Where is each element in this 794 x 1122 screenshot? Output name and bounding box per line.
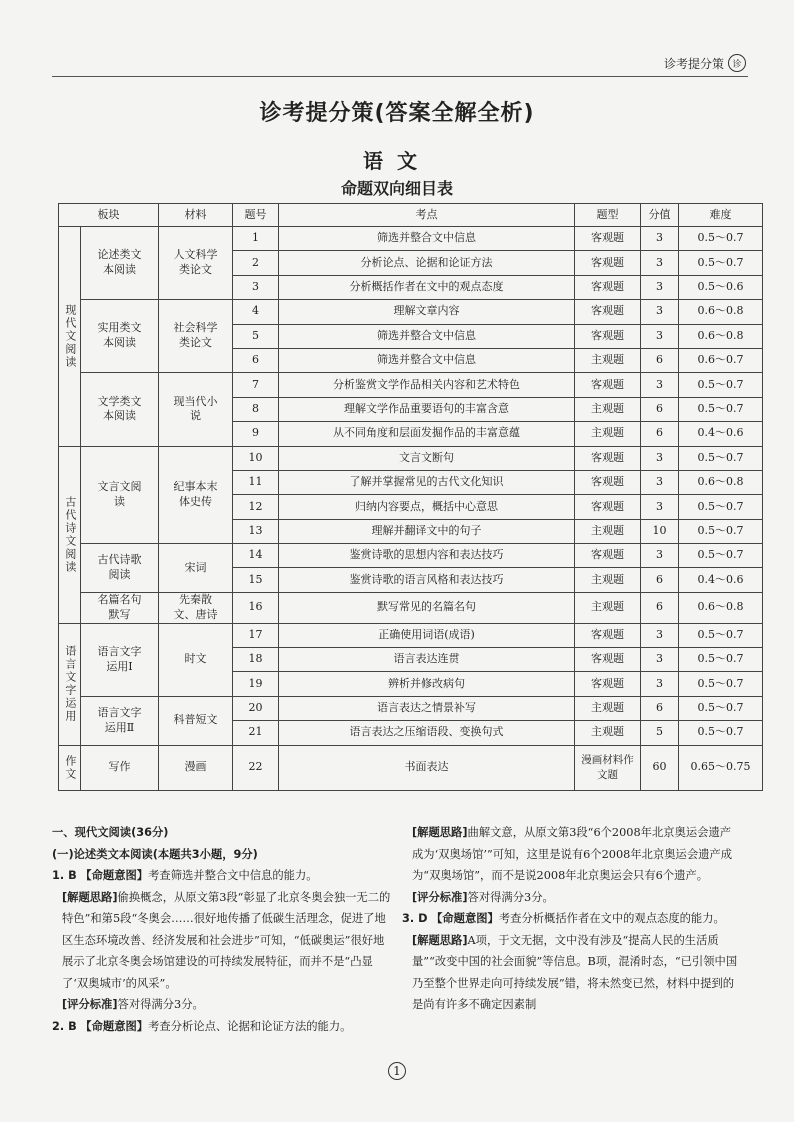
analysis-tag: [解题思路] — [412, 933, 468, 947]
question-number-cell: 3 — [233, 275, 279, 299]
score-cell: 3 — [641, 446, 679, 470]
group-cell — [59, 745, 81, 790]
block-cell: 语言文字运用Ⅰ — [81, 623, 159, 696]
table-row — [59, 227, 763, 251]
table-row — [59, 373, 763, 397]
answer-1-analysis — [52, 887, 392, 995]
score-cell: 3 — [641, 470, 679, 494]
point-cell: 筛选并整合文中信息 — [279, 324, 575, 348]
spec-table — [58, 203, 763, 791]
block-cell: 实用类文本阅读 — [81, 300, 159, 373]
score-cell: 60 — [641, 745, 679, 790]
type-cell: 客观题 — [575, 623, 641, 647]
analysis-text: 偷换概念，从原文第3段“彰显了北京冬奥会独一无二的特色”和第5段“冬奥会……很好地传播了低碳生活理念，促进了地区生态环境改善、经济发展和社会进步”可知，“低碳奥运”很好地展示了北京冬奥会场馆建设的可持续发展特征，而并不是“凸显了‘双奥城市’的风采”。 — [62, 890, 391, 990]
question-number-cell: 21 — [233, 721, 279, 745]
difficulty-cell: 0.5～0.7 — [679, 373, 763, 397]
score-cell: 6 — [641, 348, 679, 372]
type-cell: 主观题 — [575, 592, 641, 623]
type-cell: 主观题 — [575, 422, 641, 446]
type-cell: 主观题 — [575, 348, 641, 372]
analysis-text: 曲解文意，从原文第3段“6个2008年北京奥运会遗产成为‘双奥场馆’”可知，这里是说有6个2008年北京奥运会遗产成为“双奥场馆”，而不是说2008年北京奥运会只有6个遗产。 — [412, 826, 733, 882]
answer-label: 1. B — [52, 869, 77, 882]
difficulty-cell: 0.5～0.7 — [679, 696, 763, 720]
question-number-cell: 7 — [233, 373, 279, 397]
question-number-cell: 2 — [233, 251, 279, 275]
question-number-cell: 8 — [233, 397, 279, 421]
group-label: 语言文字运用 — [63, 645, 77, 724]
question-number-cell: 22 — [233, 745, 279, 790]
question-number-cell: 17 — [233, 623, 279, 647]
intent-tag: 【命题意图】 — [80, 1019, 149, 1033]
difficulty-cell: 0.5～0.7 — [679, 495, 763, 519]
intent-text: 考查分析论点、论据和论证方法的能力。 — [148, 1019, 352, 1033]
type-cell: 客观题 — [575, 647, 641, 671]
group-label: 古代诗文阅读 — [63, 495, 77, 574]
table-row — [59, 623, 763, 647]
group-cell — [59, 227, 81, 447]
difficulty-cell: 0.6～0.7 — [679, 348, 763, 372]
material-cell: 宋词 — [159, 544, 233, 593]
point-cell: 分析概括作者在文中的观点态度 — [279, 275, 575, 299]
type-cell: 主观题 — [575, 397, 641, 421]
analysis-tag: [解题思路] — [62, 890, 118, 904]
score-cell: 6 — [641, 592, 679, 623]
point-cell: 从不同角度和层面发掘作品的丰富意蕴 — [279, 422, 575, 446]
answer-2 — [52, 1016, 392, 1038]
group-cell — [59, 446, 81, 623]
question-number-cell: 13 — [233, 519, 279, 543]
section-heading: 一、现代文阅读(36分) — [52, 826, 169, 839]
block-cell: 写作 — [81, 745, 159, 790]
header-material: 材料 — [159, 204, 233, 227]
difficulty-cell: 0.6～0.8 — [679, 470, 763, 494]
answer-label: 2. B — [52, 1019, 77, 1033]
point-cell: 归纳内容要点，概括中心意思 — [279, 495, 575, 519]
difficulty-cell: 0.65～0.75 — [679, 745, 763, 790]
point-cell: 筛选并整合文中信息 — [279, 227, 575, 251]
score-tag: [评分标准] — [412, 890, 468, 904]
answer-label: 3. D — [402, 912, 428, 925]
score-cell: 3 — [641, 227, 679, 251]
difficulty-cell: 0.4～0.6 — [679, 568, 763, 592]
point-cell: 鉴赏诗歌的思想内容和表达技巧 — [279, 544, 575, 568]
question-number-cell: 5 — [233, 324, 279, 348]
type-cell: 客观题 — [575, 324, 641, 348]
answer-2-score — [402, 887, 742, 909]
right-answer-column — [402, 822, 742, 1016]
material-cell: 人文科学类论文 — [159, 227, 233, 300]
table-row — [59, 544, 763, 568]
question-number-cell: 20 — [233, 696, 279, 720]
point-cell: 书面表达 — [279, 745, 575, 790]
score-cell: 6 — [641, 568, 679, 592]
difficulty-cell: 0.5～0.7 — [679, 227, 763, 251]
difficulty-cell: 0.5～0.7 — [679, 544, 763, 568]
point-cell: 理解并翻译文中的句子 — [279, 519, 575, 543]
type-cell: 漫画材料作文题 — [575, 745, 641, 790]
score-cell: 3 — [641, 647, 679, 671]
point-cell: 分析论点、论据和论证方法 — [279, 251, 575, 275]
intent-text: 考查筛选并整合文中信息的能力。 — [148, 869, 318, 882]
point-cell: 正确使用词语(成语) — [279, 623, 575, 647]
score-tag: [评分标准] — [62, 998, 118, 1011]
question-number-cell: 11 — [233, 470, 279, 494]
answer-2-analysis — [402, 822, 742, 887]
group-cell — [59, 623, 81, 745]
score-cell: 6 — [641, 397, 679, 421]
block-cell: 文言文阅读 — [81, 446, 159, 544]
analysis-tag: [解题思路] — [412, 826, 468, 839]
header-score: 分值 — [641, 204, 679, 227]
header-difficulty: 难度 — [679, 204, 763, 227]
type-cell: 客观题 — [575, 495, 641, 519]
table-row — [59, 446, 763, 470]
point-cell: 语言表达之情景补写 — [279, 696, 575, 720]
table-title: 命题双向细目表 — [340, 179, 453, 198]
intent-tag: 【命题意图】 — [431, 912, 499, 925]
type-cell: 客观题 — [575, 373, 641, 397]
difficulty-cell: 0.5～0.7 — [679, 397, 763, 421]
block-cell: 名篇名句默写 — [81, 592, 159, 623]
intent-tag: 【命题意图】 — [80, 869, 149, 882]
difficulty-cell: 0.5～0.7 — [679, 623, 763, 647]
table-row — [59, 300, 763, 324]
type-cell: 客观题 — [575, 251, 641, 275]
point-cell: 筛选并整合文中信息 — [279, 348, 575, 372]
score-cell: 3 — [641, 544, 679, 568]
score-cell: 5 — [641, 721, 679, 745]
type-cell: 主观题 — [575, 568, 641, 592]
type-cell: 主观题 — [575, 696, 641, 720]
material-cell: 先秦散文、唐诗 — [159, 592, 233, 623]
type-cell: 客观题 — [575, 544, 641, 568]
difficulty-cell: 0.5～0.6 — [679, 275, 763, 299]
point-cell: 默写常见的名篇名句 — [279, 592, 575, 623]
difficulty-cell: 0.5～0.7 — [679, 647, 763, 671]
type-cell: 主观题 — [575, 519, 641, 543]
table-row — [59, 696, 763, 720]
type-cell: 主观题 — [575, 721, 641, 745]
point-cell: 了解并掌握常见的古代文化知识 — [279, 470, 575, 494]
score-text: 答对得满分3分。 — [467, 890, 554, 904]
difficulty-cell: 0.5～0.7 — [679, 446, 763, 470]
header-brand: 诊考提分策 — [663, 56, 724, 71]
score-cell: 3 — [641, 300, 679, 324]
question-number-cell: 1 — [233, 227, 279, 251]
block-cell: 文学类文本阅读 — [81, 373, 159, 446]
block-cell: 论述类文本阅读 — [81, 227, 159, 300]
block-cell: 古代诗歌阅读 — [81, 544, 159, 593]
material-cell: 时文 — [159, 623, 233, 696]
subsection-heading: (一)论述类文本阅读(本题共3小题，9分) — [52, 847, 258, 861]
score-cell: 3 — [641, 672, 679, 696]
type-cell: 客观题 — [575, 275, 641, 299]
intent-text: 考查分析概括作者在文中的观点态度的能力。 — [498, 912, 725, 925]
type-cell: 客观题 — [575, 672, 641, 696]
table-row — [59, 592, 763, 623]
difficulty-cell: 0.6～0.8 — [679, 592, 763, 623]
score-cell: 3 — [641, 495, 679, 519]
difficulty-cell: 0.6～0.8 — [679, 300, 763, 324]
header-divider — [52, 76, 748, 77]
page-number-value: 1 — [388, 1062, 406, 1080]
point-cell: 鉴赏诗歌的语言风格和表达技巧 — [279, 568, 575, 592]
type-cell: 客观题 — [575, 446, 641, 470]
difficulty-cell: 0.4～0.6 — [679, 422, 763, 446]
header-type: 题型 — [575, 204, 641, 227]
point-cell: 语言表达之压缩语段、变换句式 — [279, 721, 575, 745]
question-number-cell: 6 — [233, 348, 279, 372]
score-cell: 3 — [641, 251, 679, 275]
point-cell: 文言文断句 — [279, 446, 575, 470]
score-cell: 3 — [641, 275, 679, 299]
score-cell: 3 — [641, 324, 679, 348]
question-number-cell: 16 — [233, 592, 279, 623]
difficulty-cell: 0.5～0.7 — [679, 519, 763, 543]
point-cell: 分析鉴赏文学作品相关内容和艺术特色 — [279, 373, 575, 397]
header-number: 题号 — [233, 204, 279, 227]
point-cell: 辨析并修改病句 — [279, 672, 575, 696]
material-cell: 现当代小说 — [159, 373, 233, 446]
question-number-cell: 10 — [233, 446, 279, 470]
question-number-cell: 4 — [233, 300, 279, 324]
point-cell: 理解文章内容 — [279, 300, 575, 324]
difficulty-cell: 0.5～0.7 — [679, 721, 763, 745]
question-number-cell: 18 — [233, 647, 279, 671]
type-cell: 客观题 — [575, 300, 641, 324]
page-header — [664, 54, 746, 72]
score-text: 答对得满分3分。 — [117, 998, 204, 1011]
left-answer-column — [52, 822, 392, 1037]
point-cell: 理解文学作品重要语句的丰富含意 — [279, 397, 575, 421]
answer-3 — [402, 908, 742, 930]
brand-logo-icon: 诊 — [728, 54, 746, 72]
group-label: 现代文阅读 — [63, 303, 77, 369]
score-cell: 3 — [641, 373, 679, 397]
question-number-cell: 14 — [233, 544, 279, 568]
table-row — [59, 745, 763, 790]
question-number-cell: 15 — [233, 568, 279, 592]
page-number — [0, 1062, 794, 1080]
material-cell: 纪事本末体史传 — [159, 446, 233, 544]
page-title: 诊考提分策(答案全解全析) — [259, 101, 535, 126]
subject-title: 语文 — [363, 149, 431, 173]
material-cell: 科普短文 — [159, 696, 233, 745]
question-number-cell: 9 — [233, 422, 279, 446]
material-cell: 漫画 — [159, 745, 233, 790]
header-block: 板块 — [59, 204, 159, 227]
score-cell: 6 — [641, 696, 679, 720]
question-number-cell: 19 — [233, 672, 279, 696]
difficulty-cell: 0.5～0.7 — [679, 672, 763, 696]
group-label: 作文 — [63, 754, 77, 781]
answer-1-score — [52, 994, 392, 1016]
question-number-cell: 12 — [233, 495, 279, 519]
header-point: 考点 — [279, 204, 575, 227]
score-cell: 10 — [641, 519, 679, 543]
answer-1 — [52, 865, 392, 887]
type-cell: 客观题 — [575, 470, 641, 494]
analysis-text: A项，于文无据，文中没有涉及“提高人民的生活质量”“改变中国的社会面貌”等信息。B项，混淆时态，“已引领中国乃至整个世界走向可持续发展”错，将未然变已然，材料中提到的是尚有许多不确定因素制 — [412, 933, 738, 1011]
table-header-row — [59, 204, 763, 227]
difficulty-cell: 0.5～0.7 — [679, 251, 763, 275]
type-cell: 客观题 — [575, 227, 641, 251]
difficulty-cell: 0.6～0.8 — [679, 324, 763, 348]
answer-3-analysis — [402, 930, 742, 1016]
block-cell: 语言文字运用Ⅱ — [81, 696, 159, 745]
score-cell: 3 — [641, 623, 679, 647]
point-cell: 语言表达连贯 — [279, 647, 575, 671]
material-cell: 社会科学类论文 — [159, 300, 233, 373]
score-cell: 6 — [641, 422, 679, 446]
